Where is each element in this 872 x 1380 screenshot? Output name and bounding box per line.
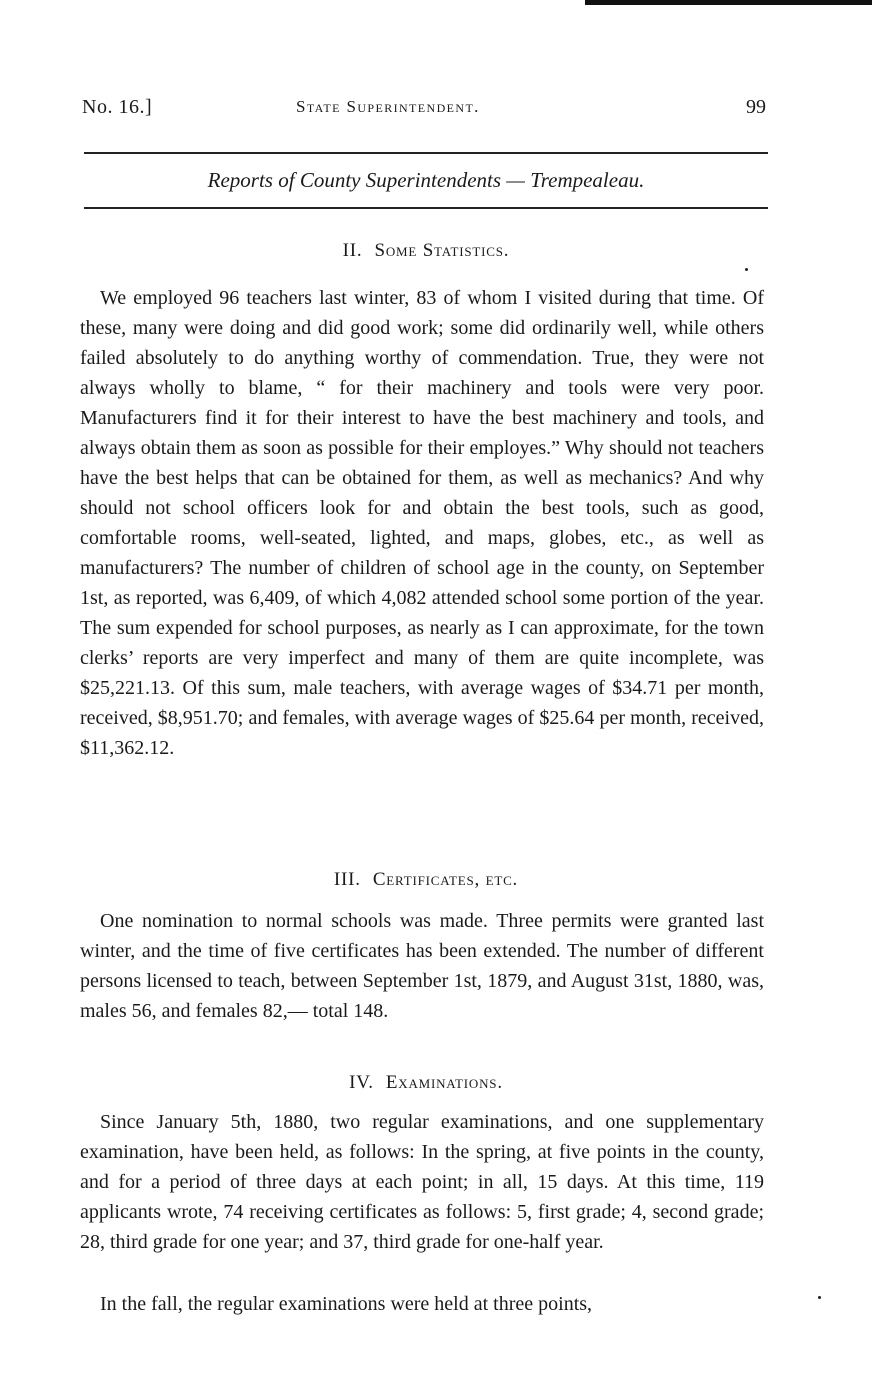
paragraph-fall-examinations: In the fall, the regular examinations were held at three points, [100, 1293, 593, 1315]
section-title: Certificates, etc. [372, 869, 519, 890]
section-heading-examinations [84, 1072, 768, 1094]
header-rule-bottom [84, 207, 768, 209]
paragraph-certificates: One nomination to normal schools was made. Three permits were granted last winter, and the time of five certificates has been extended. The number of different persons licensed to teach, between September 1st, 1879, and August 31st, 1880, was, males 56, and females 82,— total 148. [80, 910, 764, 1022]
section-number: II. [342, 240, 363, 261]
running-header [82, 96, 766, 126]
paragraph-examinations: Since January 5th, 1880, two regular examinations, and one supplementary examination, have been held, as follows: In the spring, at five points in the county, and for a period of three days at each point; in all, 15 days. At this time, 119 applicants wrote, 74 receiving certificates as follows: 5, first grade; 4, second grade; 28, third grade for one year; and 37, third grade for one-half year. [80, 1111, 764, 1253]
page-number: 99 [746, 96, 766, 118]
document-number: No. 16.] [82, 96, 153, 118]
section-heading-certificates [84, 869, 768, 891]
header-rule-top [84, 152, 768, 154]
section-number: IV. [349, 1072, 374, 1093]
section-heading-statistics [84, 240, 768, 262]
section-title: Some Statistics. [374, 240, 510, 261]
margin-speck [818, 1296, 821, 1299]
section-title: Examinations. [385, 1072, 503, 1093]
section-number: III. [333, 869, 361, 890]
running-title: State Superintendent. [296, 97, 480, 116]
paragraph-statistics: We employed 96 teachers last winter, 83 of whom I visited during that time. Of these, many were doing and did good work; some did ordinarily well, while others failed absolutely to do anything worthy of commendation. True, they were not always wholly to blame, “ for their machinery and tools were very poor. Manufacturers find it for their interest to have the best machinery and tools, and always obtain them as soon as possible for their employes.” Why should not teachers have the best helps that can be obtained for them, as well as mechanics? And why should not school officers look for and obtain the best tools, such as good, comfortable rooms, well-seated, lighted, and maps, globes, etc., as well as manufacturers? The number of children of school age in the county, on September 1st, as reported, was 6,409, of which 4,082 attended school some portion of the year. The sum expended for school purposes, as nearly as I can approximate, for the town clerks’ reports are very imperfect and many of them are quite incomplete, was $25,221.13. Of this sum, male teachers, with average wages of $34.71 per month, received, $8,951.70; and females, with average wages of $25.64 per month, received, $11,362.12. [80, 287, 764, 759]
report-subheading: Reports of County Superintendents — Trempealeau. [207, 168, 645, 192]
margin-speck [745, 268, 748, 271]
top-edge-rule [585, 0, 872, 5]
